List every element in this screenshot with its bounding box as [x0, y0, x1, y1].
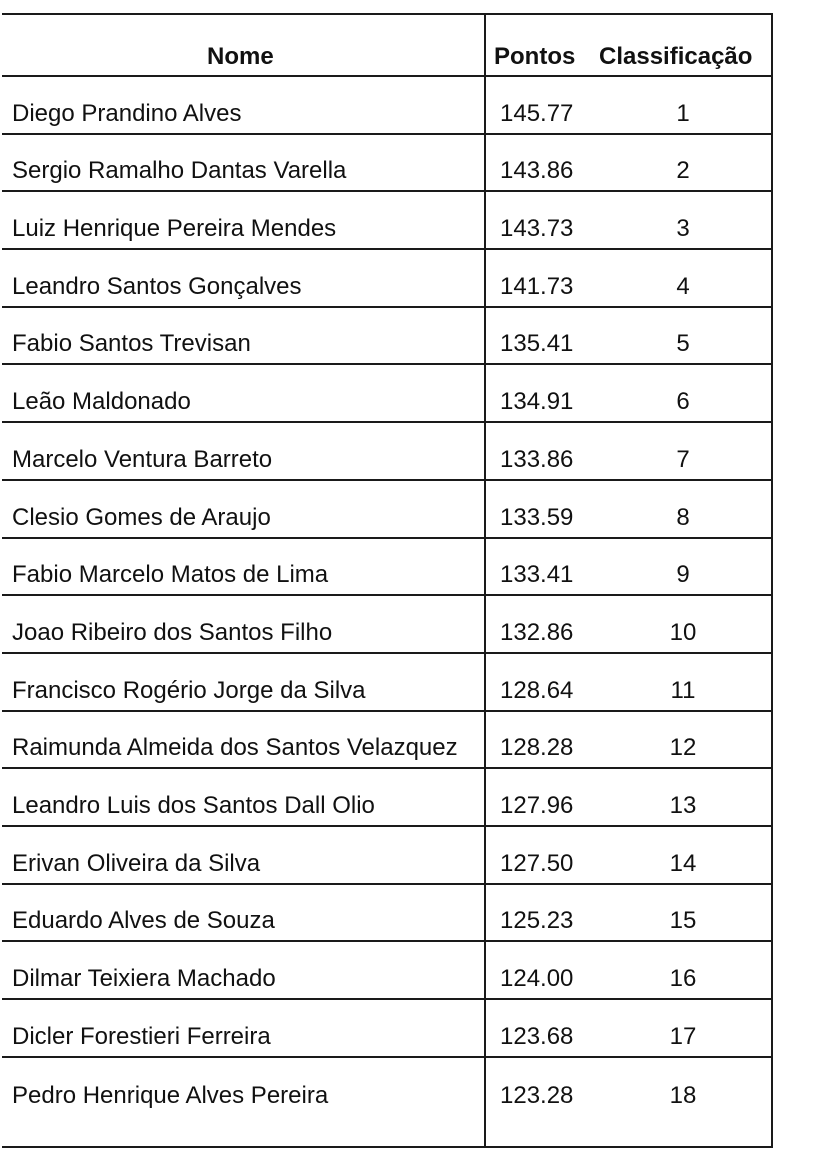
table-row	[2, 942, 771, 1000]
cell-nome: Eduardo Alves de Souza	[12, 907, 275, 935]
table-body	[2, 77, 771, 1146]
cell-pontos: 125.23	[500, 907, 574, 935]
cell-classificacao: 13	[669, 791, 697, 819]
cell-classificacao: 6	[676, 388, 690, 416]
cell-nome: Sergio Ramalho Dantas Varella	[12, 157, 347, 185]
cell-nome: Joao Ribeiro dos Santos Filho	[12, 618, 333, 646]
cell-classificacao: 10	[669, 618, 697, 646]
cell-pontos: 128.64	[500, 676, 574, 704]
table-row	[2, 654, 771, 712]
cell-nome: Diego Prandino Alves	[12, 99, 242, 127]
cell-pontos: 123.68	[500, 1022, 574, 1050]
ranking-table	[2, 13, 773, 1148]
cell-nome: Raimunda Almeida dos Santos Velazquez	[12, 734, 458, 762]
cell-nome: Leandro Santos Gonçalves	[12, 272, 302, 300]
header-nome: Nome	[207, 43, 274, 70]
table-row	[2, 596, 771, 654]
cell-nome: Fabio Marcelo Matos de Lima	[12, 561, 329, 589]
cell-nome: Marcelo Ventura Barreto	[12, 445, 273, 473]
cell-nome: Dicler Forestieri Ferreira	[12, 1022, 271, 1050]
cell-classificacao: 15	[669, 907, 697, 935]
cell-classificacao: 9	[676, 561, 690, 589]
cell-classificacao: 16	[669, 965, 697, 992]
cell-classificacao: 7	[676, 445, 690, 473]
cell-pontos: 133.86	[500, 445, 574, 473]
cell-nome: Dilmar Teixiera Machado	[12, 965, 276, 992]
cell-pontos: 133.41	[500, 561, 574, 589]
cell-pontos: 127.50	[500, 849, 574, 877]
cell-pontos: 143.86	[500, 157, 574, 185]
cell-pontos: 134.91	[500, 388, 574, 416]
table-row	[2, 250, 771, 308]
cell-classificacao: 11	[670, 676, 696, 704]
cell-pontos: 133.59	[500, 503, 574, 531]
cell-pontos: 143.73	[500, 215, 574, 243]
table-row	[2, 423, 771, 481]
table-row	[2, 1058, 771, 1116]
table-row	[2, 192, 771, 250]
table-row	[2, 135, 771, 193]
table-row	[2, 1000, 771, 1058]
table-row	[2, 77, 771, 135]
table-row	[2, 308, 771, 366]
table-row	[2, 827, 771, 885]
cell-classificacao: 18	[669, 1082, 697, 1110]
table-row	[2, 769, 771, 827]
cell-nome: Leandro Luis dos Santos Dall Olio	[12, 791, 375, 819]
cell-pontos: 141.73	[500, 272, 574, 300]
cell-classificacao: 4	[676, 272, 690, 300]
cell-nome: Clesio Gomes de Araujo	[12, 503, 271, 531]
cell-classificacao: 1	[676, 99, 690, 127]
cell-classificacao: 2	[676, 157, 690, 185]
cell-nome: Francisco Rogério Jorge da Silva	[12, 676, 366, 704]
cell-classificacao: 12	[669, 734, 697, 762]
table-row	[2, 365, 771, 423]
cell-nome: Erivan Oliveira da Silva	[12, 849, 261, 877]
cell-pontos: 132.86	[500, 618, 574, 646]
cell-pontos: 123.28	[500, 1082, 574, 1110]
cell-classificacao: 14	[669, 849, 697, 877]
cell-pontos: 127.96	[500, 791, 574, 819]
cell-classificacao: 5	[676, 330, 690, 358]
cell-nome: Luiz Henrique Pereira Mendes	[12, 215, 337, 243]
cell-nome: Fabio Santos Trevisan	[12, 330, 251, 358]
cell-nome: Pedro Henrique Alves Pereira	[12, 1082, 329, 1110]
table-row	[2, 712, 771, 770]
cell-classificacao: 3	[676, 215, 690, 243]
cell-nome: Leão Maldonado	[12, 388, 191, 416]
cell-classificacao: 8	[676, 503, 690, 531]
cell-pontos: 128.28	[500, 734, 574, 762]
cell-pontos: 124.00	[500, 965, 574, 992]
table-row	[2, 885, 771, 943]
table-row	[2, 539, 771, 597]
cell-pontos: 145.77	[500, 99, 574, 127]
table-row	[2, 481, 771, 539]
cell-pontos: 135.41	[500, 330, 574, 358]
header-classificacao: Classificação	[599, 43, 753, 70]
header-pontos: Pontos	[494, 43, 576, 70]
table-header	[2, 15, 771, 77]
cell-classificacao: 17	[669, 1022, 697, 1050]
